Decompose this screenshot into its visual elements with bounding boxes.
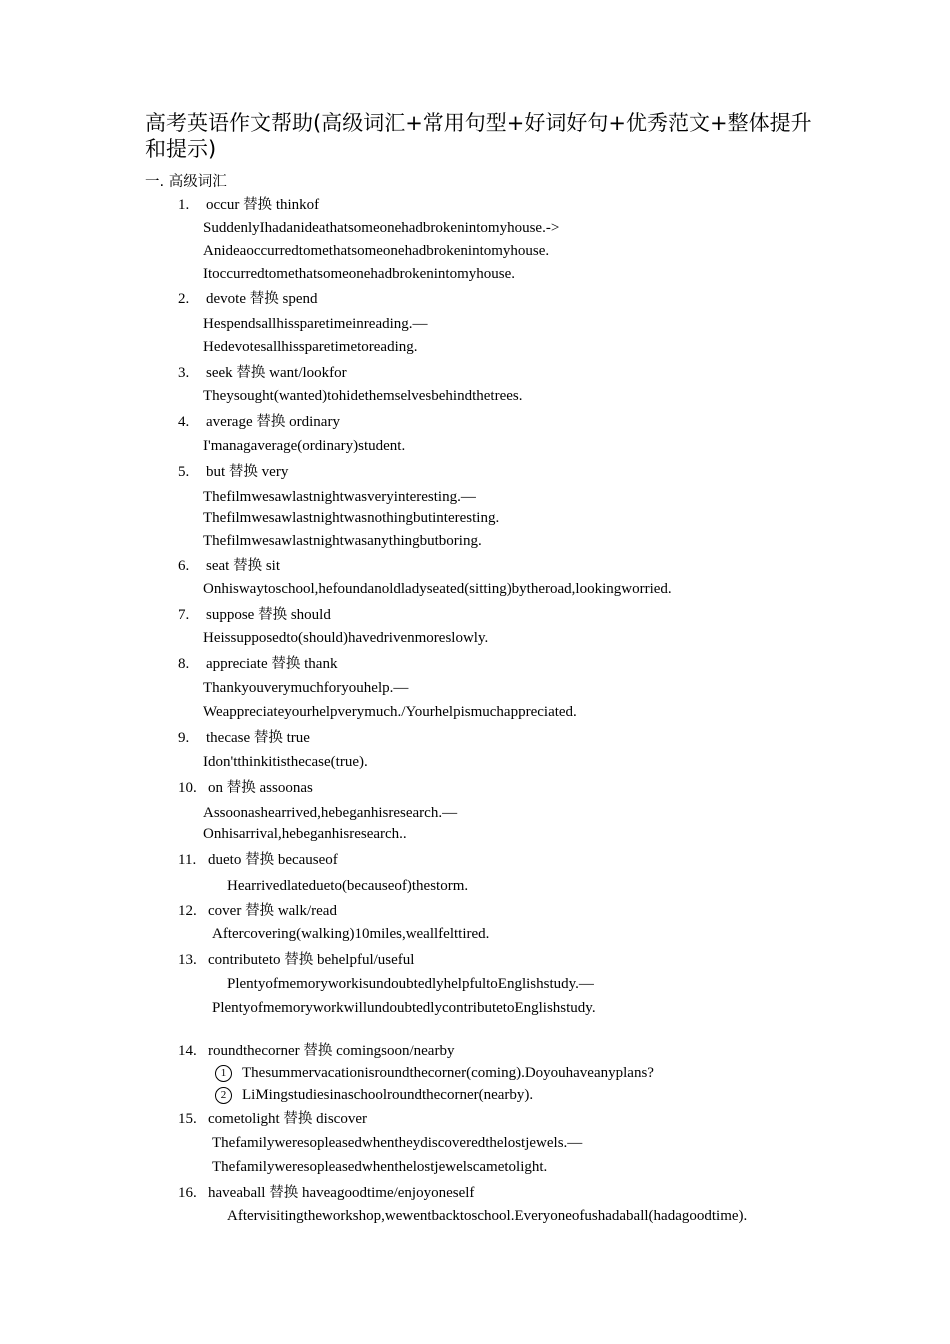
- vocab-target: should: [290, 607, 331, 623]
- vocab-target: haveagoodtime/enjoyoneself: [301, 1185, 475, 1201]
- vocab-item-header: [206, 655, 337, 674]
- example-sentence: [203, 387, 523, 406]
- vocab-item-header: [208, 1042, 454, 1061]
- example-text: Aftercovering(walking)10miles,weallfelttired.: [212, 926, 490, 942]
- example-text: Heissupposedto(should)havedrivenmoreslowly.: [203, 630, 489, 646]
- example-text: Assoonashearrived,hebeganhisresearch.—: [203, 805, 458, 821]
- vocab-word: seat: [206, 558, 230, 574]
- example-sentence: [203, 753, 368, 772]
- example-text: Thefilmwesawlastnightwasanythingbutboring.: [203, 533, 482, 549]
- replace-label: 替换: [303, 1043, 333, 1059]
- item-number: 5.: [178, 464, 190, 480]
- example-sentence: [203, 315, 428, 334]
- example-sentence: [203, 242, 549, 261]
- example-sentence: [203, 219, 559, 238]
- replace-label: 替换: [253, 730, 283, 746]
- example-text: Hedevotesallhissparetimetoreading.: [203, 339, 418, 355]
- vocab-item-header: [206, 196, 319, 215]
- vocab-target: ordinary: [289, 414, 340, 430]
- vocab-item-header: [208, 902, 337, 921]
- vocab-word: contributeto: [208, 952, 281, 968]
- replace-label: 替换: [249, 291, 279, 307]
- item-number: 4.: [178, 414, 190, 430]
- page-title: 高考英语作文帮助(高级词汇+常用句型+好词好句+优秀范文+整体提升和提示): [145, 111, 812, 161]
- example-text: Onhisarrival,hebeganhisresearch..: [203, 826, 407, 842]
- example-text: Thefilmwesawlastnightwasveryinteresting.—: [203, 489, 476, 505]
- vocab-item-header: [206, 557, 280, 576]
- vocab-word: average: [206, 414, 253, 430]
- vocab-target: behelpful/useful: [316, 952, 415, 968]
- circled-number-marker: 1: [215, 1065, 232, 1082]
- item-number: 15.: [178, 1111, 197, 1127]
- item-number: 13.: [178, 952, 197, 968]
- vocab-target: assoonas: [259, 780, 313, 796]
- replace-label: 替换: [256, 414, 286, 430]
- example-text: Hearrivedlatedueto(becauseof)thestorm.: [227, 878, 469, 894]
- replace-label: 替换: [284, 952, 314, 968]
- replace-label: 替换: [226, 780, 256, 796]
- item-number: 10.: [178, 780, 197, 796]
- item-number: 14.: [178, 1043, 197, 1059]
- example-text: Theysought(wanted)tohidethemselvesbehindthetrees.: [203, 388, 523, 404]
- vocab-word: roundthecorner: [208, 1043, 300, 1059]
- example-sentence: [203, 265, 515, 284]
- vocab-word: thecase: [206, 730, 251, 746]
- replace-label: 替换: [245, 852, 275, 868]
- replace-label: 替换: [245, 903, 275, 919]
- example-text: PlentyofmemoryworkwillundoubtedlycontributetoEnglishstudy.: [212, 1000, 596, 1016]
- example-sentence: [203, 703, 577, 722]
- section-heading: 一. 高级词汇: [145, 174, 227, 190]
- example-text: Thesummervacationisroundthecorner(coming).Doyouhaveanyplans?: [242, 1065, 654, 1081]
- vocab-word: occur: [206, 197, 240, 213]
- example-text: Idon'tthinkitisthecase(true).: [203, 754, 368, 770]
- replace-label: 替换: [269, 1185, 299, 1201]
- example-sentence: [227, 877, 468, 896]
- item-number: 8.: [178, 656, 190, 672]
- vocab-target: discover: [316, 1111, 367, 1127]
- vocab-target: walk/read: [277, 903, 337, 919]
- vocab-word: cometolight: [208, 1111, 280, 1127]
- vocab-word: on: [208, 780, 223, 796]
- item-number: 1.: [178, 197, 190, 213]
- vocab-word: dueto: [208, 852, 242, 868]
- vocab-word: haveaball: [208, 1185, 266, 1201]
- example-sentence: [227, 1207, 747, 1226]
- vocab-item-header: [206, 413, 340, 432]
- example-sentence: [203, 679, 408, 698]
- vocab-item-header: [206, 606, 331, 625]
- vocab-item-header: [208, 851, 338, 870]
- item-number: 9.: [178, 730, 190, 746]
- item-number: 12.: [178, 903, 197, 919]
- example-text: Onhiswaytoschool,hefoundanoldladyseated(sitting)bytheroad,lookingworried.: [203, 581, 672, 597]
- vocab-item-header: [208, 779, 313, 798]
- example-sentence: [203, 804, 457, 823]
- example-text: Thankyouverymuchforyouhelp.—: [203, 680, 409, 696]
- vocab-word: seek: [206, 365, 233, 381]
- example-text: Aftervisitingtheworkshop,wewentbacktoschool.Everyoneofushadaball(hadagoodtime).: [227, 1208, 748, 1224]
- item-number: 2.: [178, 291, 190, 307]
- vocab-target: very: [261, 464, 289, 480]
- example-sentence: [212, 1134, 582, 1153]
- example-sentence: [203, 437, 405, 456]
- circled-number-marker: 2: [215, 1087, 232, 1104]
- example-text: Thefamilyweresopleasedwhentheydiscoveredthelostjewels.—: [212, 1135, 583, 1151]
- vocab-target: comingsoon/nearby: [336, 1043, 455, 1059]
- vocab-word: cover: [208, 903, 242, 919]
- example-text: SuddenlyIhadanideathatsomeonehadbrokenintomyhouse.->: [203, 220, 560, 236]
- example-sentence: [203, 532, 482, 551]
- vocab-word: devote: [206, 291, 246, 307]
- vocab-target: becauseof: [277, 852, 338, 868]
- vocab-word: but: [206, 464, 226, 480]
- replace-label: 替换: [236, 365, 266, 381]
- example-text: Thefilmwesawlastnightwasnothingbutinteresting.: [203, 510, 500, 526]
- example-sentence: [203, 629, 488, 648]
- item-number: 11.: [178, 852, 197, 868]
- example-sentence: [212, 999, 596, 1018]
- example-sentence: [227, 975, 594, 994]
- example-text: LiMingstudiesinaschoolroundthecorner(nearby).: [242, 1087, 534, 1103]
- vocab-item-header: [206, 463, 288, 482]
- example-text: Anideaoccurredtomethatsomeonehadbrokenintomyhouse.: [203, 243, 550, 259]
- vocab-item-header: [208, 1184, 474, 1203]
- replace-label: 替换: [283, 1111, 313, 1127]
- vocab-target: sit: [265, 558, 281, 574]
- vocab-target: thank: [304, 656, 338, 672]
- example-text: PlentyofmemoryworkisundoubtedlyhelpfultoEnglishstudy.—: [227, 976, 594, 992]
- vocab-item-header: [208, 951, 414, 970]
- example-sentence: [203, 509, 499, 528]
- replace-label: 替换: [258, 607, 288, 623]
- example-text: Thefamilyweresopleasedwhenthelostjewelscametolight.: [212, 1159, 548, 1175]
- vocab-item-header: [206, 364, 347, 383]
- vocab-item-header: [208, 1110, 367, 1129]
- example-text: Weappreciateyourhelpverymuch./Yourhelpismuchappreciated.: [203, 704, 577, 720]
- replace-label: 替换: [233, 558, 263, 574]
- vocab-target: spend: [282, 291, 318, 307]
- example-sentence: [215, 1086, 533, 1105]
- example-sentence: [212, 1158, 547, 1177]
- example-text: Itoccurredtomethatsomeonehadbrokenintomyhouse.: [203, 266, 515, 282]
- item-number: 6.: [178, 558, 190, 574]
- replace-label: 替换: [243, 197, 273, 213]
- vocab-target: true: [286, 730, 310, 746]
- vocab-word: suppose: [206, 607, 255, 623]
- vocab-target: want/lookfor: [269, 365, 347, 381]
- vocab-item-header: [206, 729, 310, 748]
- example-sentence: [212, 925, 489, 944]
- item-number: 16.: [178, 1185, 197, 1201]
- example-sentence: [215, 1064, 654, 1083]
- replace-label: 替换: [228, 464, 258, 480]
- item-number: 3.: [178, 365, 190, 381]
- replace-label: 替换: [271, 656, 301, 672]
- example-sentence: [203, 580, 672, 599]
- vocab-word: appreciate: [206, 656, 268, 672]
- example-sentence: [203, 338, 418, 357]
- item-number: 7.: [178, 607, 190, 623]
- example-sentence: [203, 488, 476, 507]
- example-sentence: [203, 825, 407, 844]
- vocab-item-header: [206, 290, 317, 309]
- example-text: I'managaverage(ordinary)student.: [203, 438, 406, 454]
- example-text: Hespendsallhissparetimeinreading.—: [203, 316, 428, 332]
- vocab-target: thinkof: [275, 197, 320, 213]
